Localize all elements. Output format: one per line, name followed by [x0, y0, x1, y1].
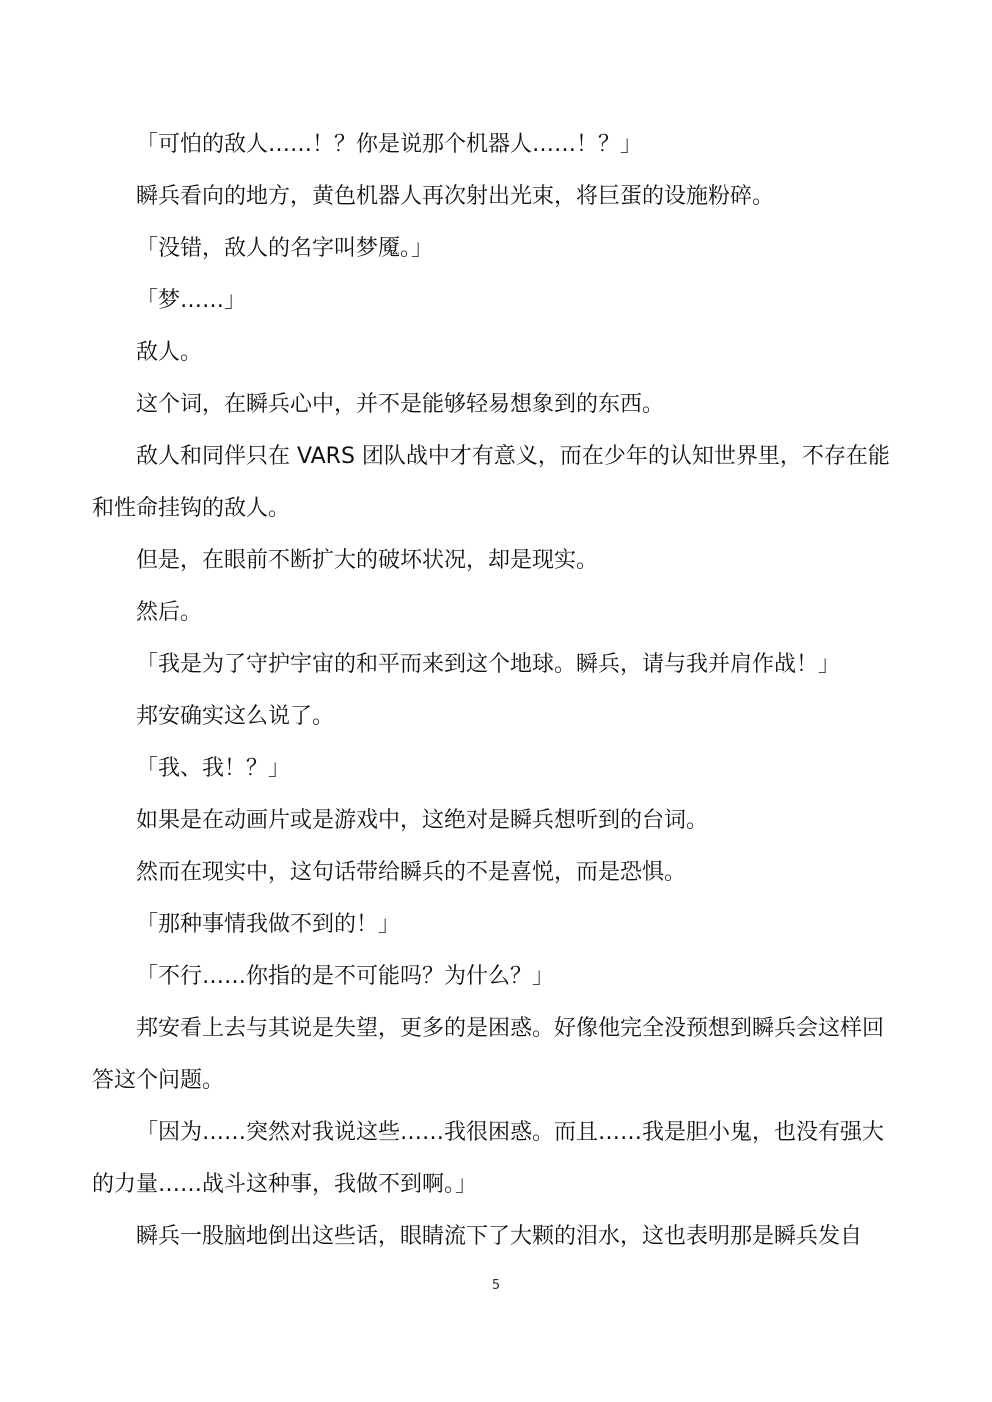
paragraph-11: 邦安确实这么说了。	[136, 704, 335, 729]
paragraph-7: 敌人和同伴只在 VARS 团队战中才有意义，而在少年的认知世界里，不存在能和性命挂钩的敌人。	[92, 444, 890, 521]
paragraph-12: 「我、我！？」	[136, 756, 291, 781]
paragraph-15: 「那种事情我做不到的！」	[136, 912, 401, 937]
paragraph-3: 「没错，敌人的名字叫梦魇。」	[136, 236, 434, 261]
paragraph-18: 「因为……突然对我说这些……我很困惑。而且……我是胆小鬼，也没有强大的力量……战斗这种事，我做不到啊。」	[92, 1120, 885, 1197]
paragraph-1: 「可怕的敌人……！？你是说那个机器人……！？」	[136, 132, 643, 157]
paragraph-9: 然后。	[136, 600, 203, 625]
paragraph-10: 「我是为了守护宇宙的和平而来到这个地球。瞬兵，请与我并肩作战！」	[136, 652, 841, 677]
paragraph-6: 这个词，在瞬兵心中，并不是能够轻易想象到的东西。	[136, 392, 665, 417]
paragraph-14: 然而在现实中，这句话带给瞬兵的不是喜悦，而是恐惧。	[136, 860, 687, 885]
body-text	[92, 119, 904, 1263]
paragraph-5: 敌人。	[136, 340, 203, 365]
paragraph-13: 如果是在动画片或是游戏中，这绝对是瞬兵想听到的台词。	[136, 808, 709, 833]
paragraph-2: 瞬兵看向的地方，黄色机器人再次射出光束，将巨蛋的设施粉碎。	[136, 184, 775, 209]
paragraph-16: 「不行……你指的是不可能吗？为什么？」	[136, 964, 555, 989]
paragraph-17: 邦安看上去与其说是失望，更多的是困惑。好像他完全没预想到瞬兵会这样回答这个问题。	[92, 1016, 885, 1093]
page-number: 5	[491, 1278, 501, 1293]
paragraph-8: 但是，在眼前不断扩大的破坏状况，却是现实。	[136, 548, 599, 573]
paragraph-19: 瞬兵一股脑地倒出这些话，眼睛流下了大颗的泪水，这也表明那是瞬兵发自	[136, 1224, 863, 1249]
paragraph-4: 「梦……」	[136, 288, 247, 313]
